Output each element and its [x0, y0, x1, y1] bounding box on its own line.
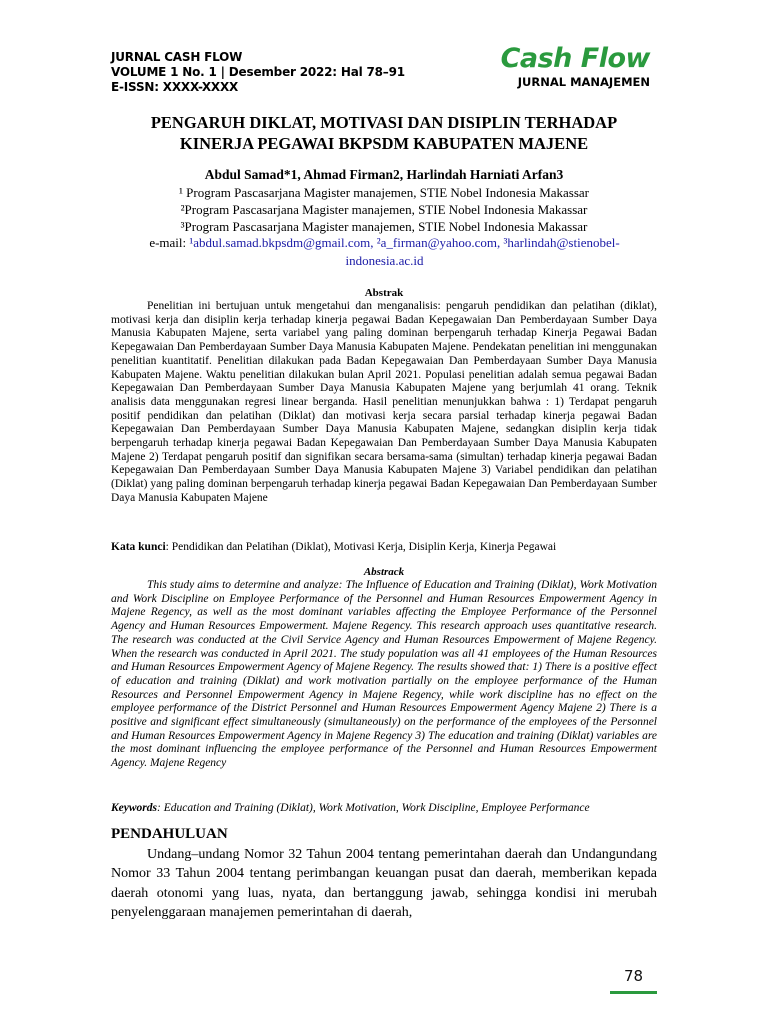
section-heading: PENDAHULUAN — [111, 826, 228, 842]
kata-kunci — [111, 540, 657, 554]
affiliation-3: ³Program Pascasarjana Magister manajemen, STIE Nobel Indonesia Makassar — [180, 219, 588, 234]
journal-volume: VOLUME 1 No. 1 | Desember 2022: Hal 78–91 — [111, 65, 405, 79]
title-line-1: PENGARUH DIKLAT, MOTIVASI DAN DISIPLIN TERHADAP — [150, 113, 618, 132]
abstract-en-heading: Abstrack — [363, 566, 405, 578]
affiliation-1: ¹ Program Pascasarjana Magister manajemen, STIE Nobel Indonesia Makassar — [178, 185, 590, 200]
affiliations — [100, 184, 668, 235]
logo-subtitle: JURNAL MANAJEMEN — [517, 75, 650, 89]
kata-kunci-label: Kata kunci — [111, 541, 166, 553]
kata-kunci-text: : Pendidikan dan Pelatihan (Diklat), Motivasi Kerja, Disiplin Kerja, Kinerja Pegawai — [165, 541, 557, 553]
email-addresses[interactable]: ¹abdul.samad.bkpsdm@gmail.com, ²a_firman@yahoo.com, ³harlindah@stienobel-indonesia.ac.id — [189, 235, 620, 268]
affiliation-2: ²Program Pascasarjana Magister manajemen, STIE Nobel Indonesia Makassar — [180, 202, 588, 217]
abstrak-heading: Abstrak — [364, 287, 404, 299]
author-list: Abdul Samad*1, Ahmad Firman2, Harlindah Harniati Arfan3 — [204, 167, 564, 182]
keywords-label: Keywords — [111, 802, 157, 814]
email-line — [112, 234, 657, 270]
page-number-underline — [610, 991, 657, 994]
logo-title: Cash Flow — [500, 43, 650, 74]
keywords-en — [111, 801, 657, 815]
journal-header — [111, 50, 405, 95]
journal-logo — [501, 44, 650, 89]
intro-paragraph: Undang–undang Nomor 32 Tahun 2004 tentang pemerintahan daerah dan Undangundang Nomor 33 Tahun 2004 tentang perimbangan keuangan pusat dan daerah, memberikan kepada daerah otonomi yang luas, nyata, dan bertanggung jawab, sehingga kondisi ini merubah penyelenggaraan manajemen pemerintahan di daerah, — [111, 847, 657, 920]
title-line-2: KINERJA PEGAWAI BKPSDM KABUPATEN MAJENE — [179, 134, 589, 153]
paper-title — [100, 112, 668, 154]
journal-name: JURNAL CASH FLOW — [111, 50, 243, 64]
keywords-text: : Education and Training (Diklat), Work Motivation, Work Discipline, Employee Performance — [157, 802, 590, 814]
page-number: 78 — [623, 967, 644, 985]
email-label: e-mail: — [149, 235, 190, 250]
abstract-en-body: This study aims to determine and analyze: The Influence of Education and Training (Diklat), Work Motivation and Work Discipline on Employee Performance of the Personnel and Human Resources Empowerment Agency in Majene Regency, as well as the most dominant variables affecting the Employee Performance of the Personnel Agency and Human Resources Empowerment. Majene Regency. This research approach uses quantitative research. The research was conducted at the Civil Service Agency and Human Resources Empowerment of Majene Regency. When the research was conducted in April 2021. The study population was all 41 employees of the Human Resources and Human Resources Empowerment Agency of Majene Regency. The results showed that: 1) There is a positive effect of education and training (Diklat) and work motivation partially on the employee performance of the Human Resources and Personnel Empowerment Agency in Majene Regency, while work discipline has no effect on the employee performance of the District Personnel and Human Resources Empowerment Agency Majene 2) There is a positive and significant effect simultaneously (simultaneously) on the performance of the employees of the Personnel and Human Resources Empowerment Agency in Majene Regency 3) The education and training (Diklat) variables are the most dominant influencing the employee performance of the Personnel and Human Resources Empowerment Agency. Majene Regency — [111, 579, 657, 770]
journal-issn: E-ISSN: XXXX-XXXX — [111, 80, 239, 94]
abstrak-body: Penelitian ini bertujuan untuk mengetahui dan menganalisis: pengaruh pendidikan dan pelatihan (diklat), motivasi kerja dan disiplin kerja terhadap kinerja pegawai Badan Kepegawaian Dan Pemberdayaan Sumber Daya Manusia Kabupaten Majene, serta variabel yang paling dominan berpengaruh terhadap Kinerja Pegawai Badan Kepegawaian Dan Pemberdayaan Sumber Daya Manusia Kabupaten Majene. Pendekatan penelitian ini menggunakan penelitian kuantitatif. Penelitian dilakukan pada Badan Kepegawaian Dan Pemberdayaan Sumber Daya Manusia Kabupaten Majene. Waktu penelitian dilakukan bulan April 2021. Populasi penelitian adalah semua pegawai Badan Kepegawaian Dan Pemberdayaan Sumber Daya Manusia Kabupaten Majene yang berjumlah 41 orang. Teknik analisis data menggunakan regresi linear berganda. Hasil penelitian menunjukkan bahwa : 1) Terdapat pengaruh positif pendidikan dan pelatihan (Diklat) dan motivasi kerja secara parsial terhadap kinerja pegawai Badan Kepegawaian Dan Pemberdayaan Sumber Daya Manusia Kabupaten Majene, sedangkan disiplin kerja tidak berpengaruh terhadap kinerja pegawai Badan Kepegawaian Dan Pemberdayaan Sumber Daya Manusia Kabupaten Majene 2) Terdapat pengaruh positif dan signifikan secara bersama-sama (simultan) terhadap kinerja pegawai Badan Kepegawaian Dan Pemberdayaan Sumber Daya Manusia Kabupaten Majene 3) Variabel pendidikan dan pelatihan (Diklat) yang paling dominan berpengaruh terhadap kinerja pegawai Badan Kepegawaian Dan Pemberdayaan Sumber Daya Manusia Kabupaten Majene — [111, 300, 657, 504]
